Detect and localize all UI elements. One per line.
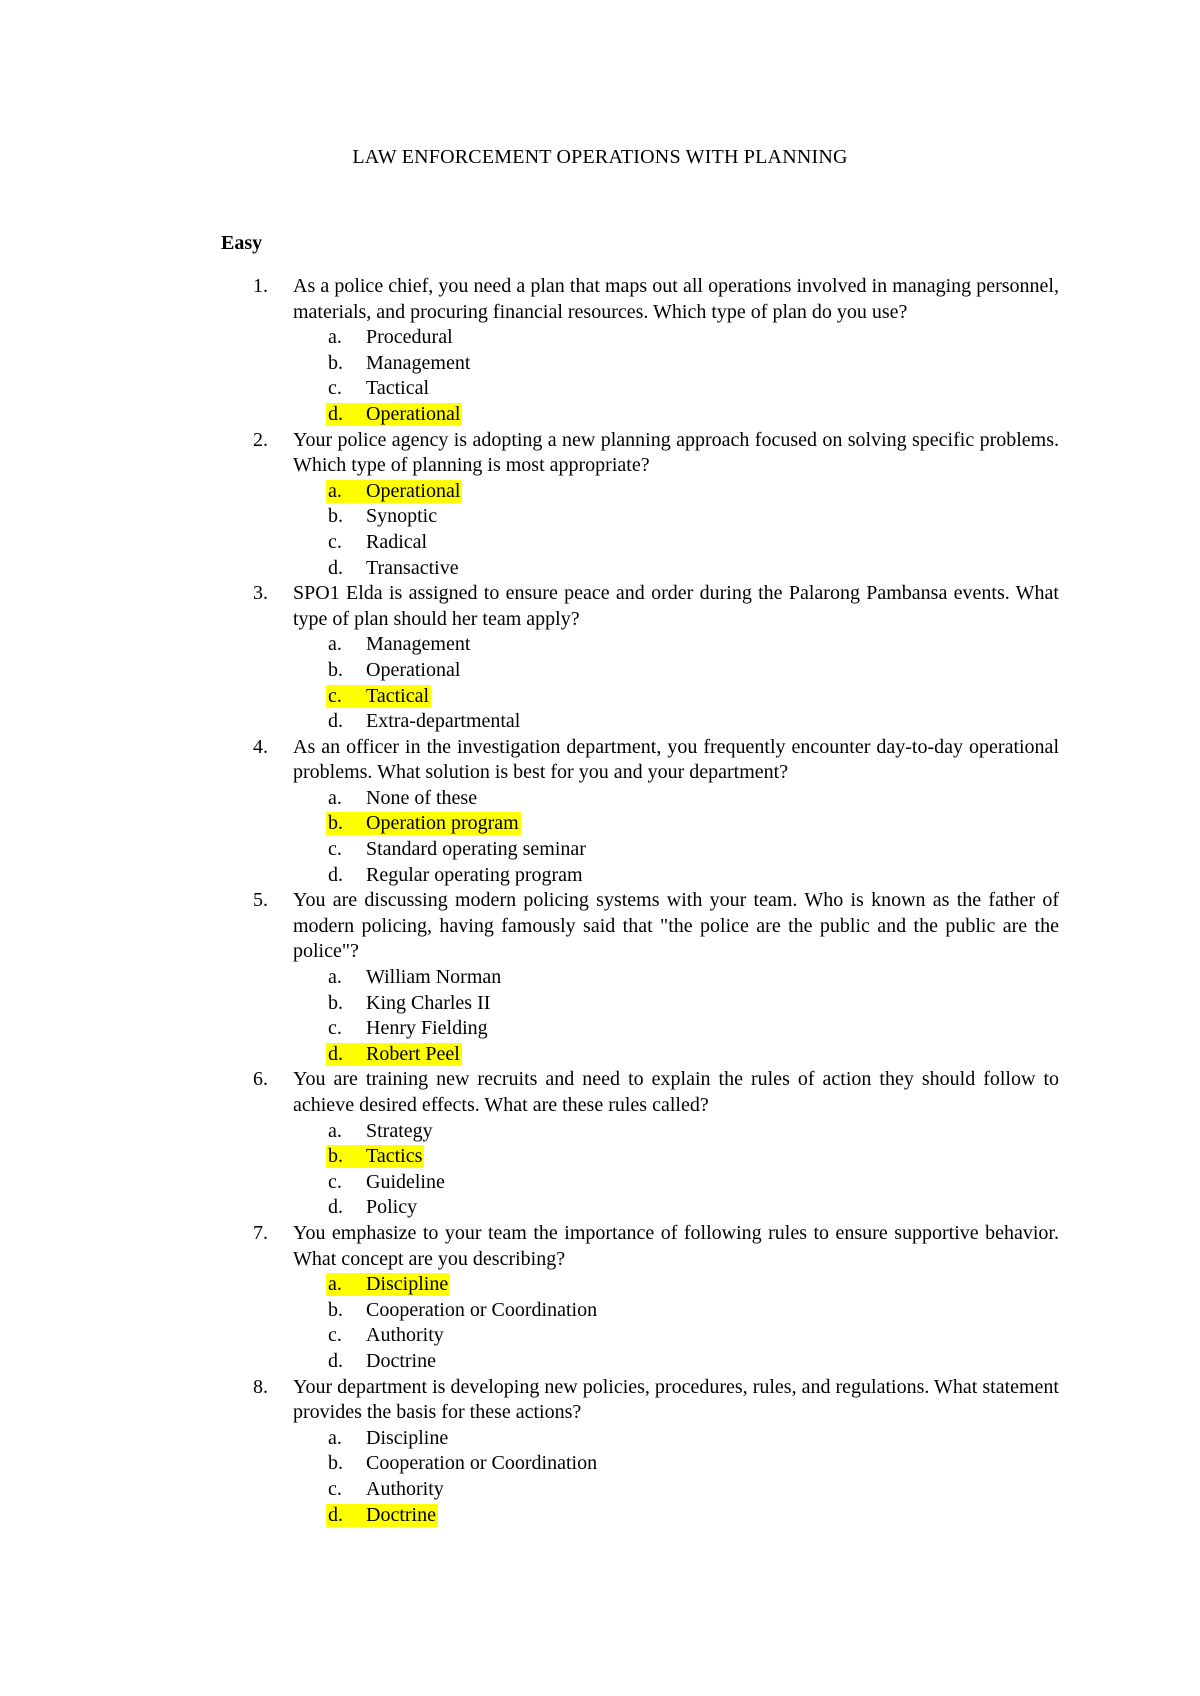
answer-option: [0, 709, 1200, 735]
option-letter: c.: [328, 838, 342, 861]
answer-option: [0, 1170, 1200, 1196]
option-content: [326, 326, 455, 349]
option-text: Discipline: [366, 1426, 449, 1449]
option-letter: a.: [328, 633, 342, 656]
question-text: You are training new recruits and need to explain the rules of action they should follow to achieve desired effects. What are these rules called?: [293, 1068, 1059, 1116]
question-stem: [0, 735, 1200, 786]
answer-option: [0, 1119, 1200, 1145]
option-content: [326, 992, 492, 1015]
option-text: Operational: [366, 479, 461, 502]
question-number: 8.: [253, 1375, 268, 1398]
option-text: Doctrine: [366, 1503, 436, 1526]
answer-options: [0, 479, 1200, 581]
option-text: William Norman: [366, 966, 502, 989]
correct-answer-option: [0, 684, 1200, 710]
option-content: [326, 787, 479, 810]
option-text: Robert Peel: [366, 1042, 460, 1065]
option-letter: a.: [328, 966, 342, 989]
option-text: Discipline: [366, 1273, 449, 1296]
answer-options: [0, 786, 1200, 888]
question-item: [0, 274, 1200, 428]
question-item: [0, 888, 1200, 1067]
option-text: Operation program: [366, 812, 519, 835]
question-number: 1.: [253, 275, 268, 297]
option-content: [326, 352, 472, 375]
option-text: None of these: [366, 786, 478, 809]
question-text: As a police chief, you need a plan that maps out all operations involved in managing personnel, materials, and procuring financial resources. Which type of plan do you use?: [293, 275, 1059, 323]
option-content: [326, 1324, 446, 1347]
answer-option: [0, 1426, 1200, 1452]
question-number: 4.: [253, 735, 268, 758]
answer-option: [0, 1349, 1200, 1375]
question-item: [0, 1067, 1200, 1221]
answer-option: [0, 1195, 1200, 1221]
question-number: 6.: [253, 1068, 268, 1091]
answer-highlight: [326, 480, 462, 503]
option-letter: c.: [328, 530, 342, 553]
question-stem: [0, 1221, 1200, 1272]
option-text: Cooperation or Coordination: [366, 1452, 598, 1475]
option-letter: a.: [328, 1426, 342, 1449]
option-text: Radical: [366, 530, 428, 553]
option-letter: b.: [328, 1145, 343, 1168]
option-content: [326, 1427, 450, 1450]
option-text: Synoptic: [366, 505, 438, 528]
question-item: [0, 1221, 1200, 1375]
answer-option: [0, 556, 1200, 582]
option-text: Authority: [366, 1324, 444, 1347]
option-content: [326, 1350, 438, 1373]
question-text: As an officer in the investigation department, you frequently encounter day-to-day operational problems. What solution is best for you and your department?: [293, 735, 1059, 784]
question-number: 7.: [253, 1221, 268, 1244]
option-letter: b.: [328, 1298, 343, 1321]
option-text: Procedural: [366, 326, 453, 349]
option-text: Management: [366, 351, 471, 374]
option-content: [326, 1196, 419, 1219]
question-item: [0, 428, 1200, 582]
correct-answer-option: [0, 811, 1200, 837]
question-item: [0, 581, 1200, 735]
question-text: You are discussing modern policing systems with your team. Who is known as the father of modern policing, having famously said that "the police are the public and the public are the police"?: [293, 889, 1059, 963]
option-text: Tactical: [366, 684, 429, 707]
option-text: Authority: [366, 1477, 444, 1500]
question-stem: [0, 1375, 1200, 1426]
option-letter: b.: [328, 1452, 343, 1475]
option-content: [326, 633, 472, 656]
answer-option: [0, 837, 1200, 863]
answer-highlight: [326, 1043, 462, 1066]
answer-highlight: [326, 1273, 450, 1296]
correct-answer-option: [0, 402, 1200, 428]
option-content: [326, 966, 503, 989]
question-item: [0, 1375, 1200, 1529]
option-content: [326, 1478, 446, 1501]
option-text: Transactive: [366, 556, 459, 579]
option-content: [326, 1452, 599, 1475]
document-title: LAW ENFORCEMENT OPERATIONS WITH PLANNING: [352, 146, 848, 168]
option-letter: a.: [328, 326, 342, 349]
answer-highlight: [326, 1504, 438, 1527]
option-letter: a.: [328, 786, 342, 809]
option-content: [326, 864, 585, 887]
answer-options: [0, 1272, 1200, 1374]
correct-answer-option: [0, 1272, 1200, 1298]
correct-answer-option: [0, 1503, 1200, 1529]
option-text: Tactical: [366, 377, 429, 400]
option-letter: d.: [328, 402, 343, 425]
option-letter: c.: [328, 1017, 342, 1040]
option-text: Guideline: [366, 1170, 445, 1193]
correct-answer-option: [0, 479, 1200, 505]
option-letter: a.: [328, 479, 342, 502]
question-stem: [0, 581, 1200, 632]
option-letter: b.: [328, 812, 343, 835]
option-letter: b.: [328, 505, 343, 528]
option-text: Cooperation or Coordination: [366, 1298, 598, 1321]
question-number: 3.: [253, 582, 268, 605]
answer-options: [0, 1426, 1200, 1528]
answer-options: [0, 325, 1200, 427]
option-content: [326, 505, 439, 528]
question-number: 2.: [253, 428, 268, 451]
answer-options: [0, 965, 1200, 1067]
correct-answer-option: [0, 1042, 1200, 1068]
option-letter: d.: [328, 710, 343, 733]
option-text: Doctrine: [366, 1349, 436, 1372]
option-content: [326, 1120, 435, 1143]
question-stem: [0, 274, 1200, 325]
answer-highlight: [326, 812, 521, 835]
option-content: [326, 838, 588, 861]
option-letter: d.: [328, 1503, 343, 1526]
option-content: [326, 1171, 447, 1194]
option-text: Operational: [366, 402, 461, 425]
answer-option: [0, 863, 1200, 889]
question-list: [0, 274, 1200, 1528]
option-content: [326, 557, 461, 580]
question-text: SPO1 Elda is assigned to ensure peace and order during the Palarong Pambansa events. What type of plan should her team apply?: [293, 582, 1059, 630]
option-letter: c.: [328, 1324, 342, 1347]
question-text: You emphasize to your team the importance of following rules to ensure supportive behavior. What concept are you describing?: [293, 1221, 1059, 1270]
option-letter: c.: [328, 684, 342, 707]
answer-highlight: [326, 403, 462, 426]
option-text: Standard operating seminar: [366, 838, 586, 861]
option-text: Policy: [366, 1196, 418, 1219]
answer-option: [0, 991, 1200, 1017]
question-stem: [0, 888, 1200, 965]
option-text: Regular operating program: [366, 863, 583, 886]
option-letter: a.: [328, 1273, 342, 1296]
answer-highlight: [326, 685, 431, 708]
question-text: Your police agency is adopting a new planning approach focused on solving specific problems. Which type of planning is most appropriate?: [293, 428, 1059, 477]
option-content: [326, 659, 462, 682]
question-stem: [0, 1067, 1200, 1118]
option-letter: d.: [328, 863, 343, 886]
answer-option: [0, 1323, 1200, 1349]
option-content: [326, 531, 429, 554]
section-heading-easy: Easy: [221, 232, 263, 254]
question-text: Your department is developing new policies, procedures, rules, and regulations. What statement provides the basis for these actions?: [293, 1375, 1059, 1424]
answer-option: [0, 658, 1200, 684]
option-content: [326, 377, 431, 400]
option-content: [326, 1017, 490, 1040]
option-text: King Charles II: [366, 991, 491, 1014]
answer-option: [0, 351, 1200, 377]
option-letter: c.: [328, 1477, 342, 1500]
answer-highlight: [326, 1145, 424, 1168]
answer-option: [0, 632, 1200, 658]
option-letter: c.: [328, 377, 342, 400]
option-letter: d.: [328, 1349, 343, 1372]
answer-option: [0, 1477, 1200, 1503]
question-item: [0, 735, 1200, 889]
option-letter: c.: [328, 1170, 342, 1193]
option-text: Extra-departmental: [366, 710, 521, 733]
option-text: Operational: [366, 658, 461, 681]
option-letter: b.: [328, 351, 343, 374]
option-letter: b.: [328, 658, 343, 681]
answer-option: [0, 965, 1200, 991]
option-letter: d.: [328, 556, 343, 579]
answer-option: [0, 1451, 1200, 1477]
question-number: 5.: [253, 889, 268, 912]
answer-options: [0, 1119, 1200, 1221]
correct-answer-option: [0, 1144, 1200, 1170]
question-stem: [0, 428, 1200, 479]
answer-option: [0, 325, 1200, 351]
option-letter: b.: [328, 991, 343, 1014]
option-text: Management: [366, 633, 471, 656]
answer-option: [0, 1016, 1200, 1042]
answer-options: [0, 632, 1200, 734]
answer-option: [0, 1298, 1200, 1324]
option-text: Henry Fielding: [366, 1017, 488, 1040]
option-text: Tactics: [366, 1145, 423, 1168]
answer-option: [0, 376, 1200, 402]
answer-option: [0, 530, 1200, 556]
answer-option: [0, 504, 1200, 530]
option-content: [326, 1299, 599, 1322]
option-text: Strategy: [366, 1119, 433, 1142]
option-content: [326, 710, 522, 733]
answer-option: [0, 786, 1200, 812]
option-letter: d.: [328, 1042, 343, 1065]
option-letter: d.: [328, 1196, 343, 1219]
option-letter: a.: [328, 1119, 342, 1142]
